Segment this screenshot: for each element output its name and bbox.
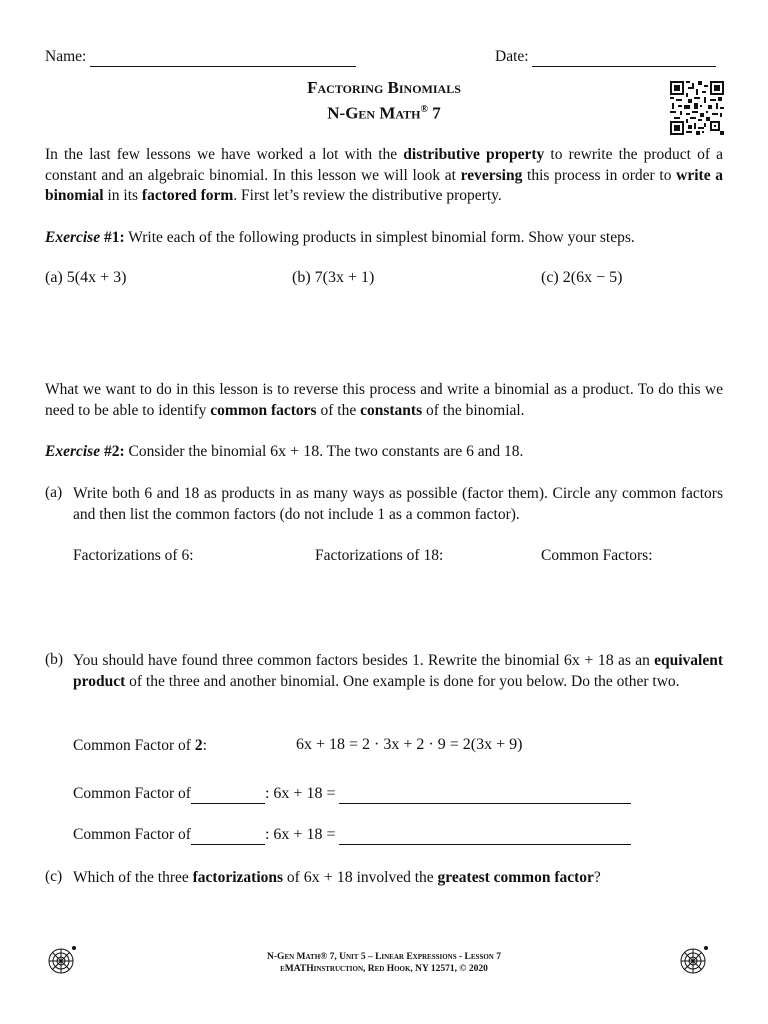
exercise-1c: (c) 2(6x − 5)	[541, 269, 623, 286]
common-factor-row-2-answer[interactable]	[339, 785, 631, 804]
intro-bold-factored-form: factored form	[141, 187, 234, 204]
part-b-expr: 6x + 18	[563, 652, 614, 669]
date-field[interactable]	[495, 48, 716, 67]
part-b-text: You should have found three common factors besides 1. Rewrite the binomial 6x + 18 as an equivalent product of the three and another binomial. One example is done for you below. Do the other two.	[73, 652, 724, 690]
part-c-bold-gcf: greatest common factor	[437, 869, 594, 886]
common-factor-row-2	[73, 785, 631, 804]
factorizations-18-label: Factorizations of 18:	[315, 547, 444, 564]
exercise-1a-expr: 5(4x + 3)	[66, 269, 127, 286]
exercise-1b: (b) 7(3x + 1)	[292, 269, 375, 286]
footer	[0, 951, 768, 975]
date-blank[interactable]	[532, 48, 716, 67]
name-field[interactable]	[45, 48, 356, 67]
part-c-text: Which of the three factorizations of 6x + 18 involved the greatest common factor?	[73, 869, 601, 886]
common-factor-row-3-answer[interactable]	[339, 826, 631, 845]
common-factor-row-2-label: Common Factor of	[73, 785, 191, 802]
exercise-1c-expr: 2(6x − 5)	[562, 269, 623, 286]
common-factor-row-3-expr: : 6x + 18 =	[264, 826, 336, 843]
exercise-1-prompt: Exercise #1: Write each of the following products in simplest binomial form. Show your steps.	[45, 229, 635, 246]
exercise-1b-expr: 7(3x + 1)	[314, 269, 375, 286]
common-factor-row-2-blank[interactable]	[191, 785, 265, 804]
exercise-2-binomial: 6x + 18	[270, 443, 320, 460]
common-factor-row-3-blank[interactable]	[191, 826, 265, 845]
title-line-2: N-Gen Math® 7	[327, 103, 441, 123]
intro-bold-write-binomial: write a binomial	[45, 166, 724, 204]
worksheet-title	[0, 77, 768, 125]
qr-code-icon[interactable]	[670, 81, 724, 135]
common-factor-row-3-label: Common Factor of	[73, 826, 191, 843]
part-b-bold-equivalent-product: equivalent product	[73, 652, 724, 690]
intro-bold-distributive: distributive property	[403, 146, 545, 163]
exercise-1a: (a) 5(4x + 3)	[45, 269, 127, 286]
transition-bold-common-factors: common factors	[210, 401, 317, 419]
part-a-text: Write both 6 and 18 as products in as many ways as possible (factor them). Circle any common factors and then list the common factors (do not include 1 as a common factor).	[73, 485, 723, 523]
name-blank[interactable]	[90, 48, 356, 67]
part-c-label: (c)	[45, 868, 63, 885]
part-b-label: (b)	[45, 651, 64, 668]
common-factor-row-1-label: Common Factor of 2:	[73, 737, 207, 754]
exercise-2-prompt: Exercise #2: Consider the binomial 6x + 18. The two constants are 6 and 18.	[45, 443, 524, 460]
common-factor-row-2-expr: : 6x + 18 =	[264, 785, 336, 802]
intro-bold-reversing: reversing	[460, 166, 523, 184]
date-label: Date:	[495, 48, 529, 65]
title-line-1: Factoring Binomials	[307, 78, 461, 97]
transition-bold-constants: constants	[360, 401, 423, 419]
common-factor-row-3	[73, 826, 631, 845]
transition-paragraph: What we want to do in this lesson is to reverse this process and write a binomial as a product. To do this we need to be able to identify common factors of the constants of the binomial.	[45, 381, 723, 419]
factorizations-6-label: Factorizations of 6:	[73, 547, 194, 564]
footer-line-1: N-Gen Math® 7, Unit 5 – Linear Expressions - Lesson 7	[267, 952, 501, 962]
part-a-label: (a)	[45, 484, 63, 501]
name-label: Name:	[45, 48, 87, 65]
part-c-bold-factorizations: factorizations	[192, 869, 284, 886]
intro-paragraph: In the last few lessons we have worked a lot with the distributive property to rewrite the product of a constant and an algebraic binomial. In this lesson we will look at reversing this process in order to write a binomial in its factored form. First let’s review the distributive property.	[45, 146, 724, 204]
footer-line-2: eMATHinstruction, Red Hook, NY 12571, © 2020	[280, 964, 488, 974]
part-c-expr: 6x + 18	[303, 869, 353, 886]
common-factor-row-1-example: 6x + 18 = 2 · 3x + 2 · 9 = 2(3x + 9)	[296, 736, 523, 753]
common-factors-label: Common Factors:	[541, 547, 653, 564]
